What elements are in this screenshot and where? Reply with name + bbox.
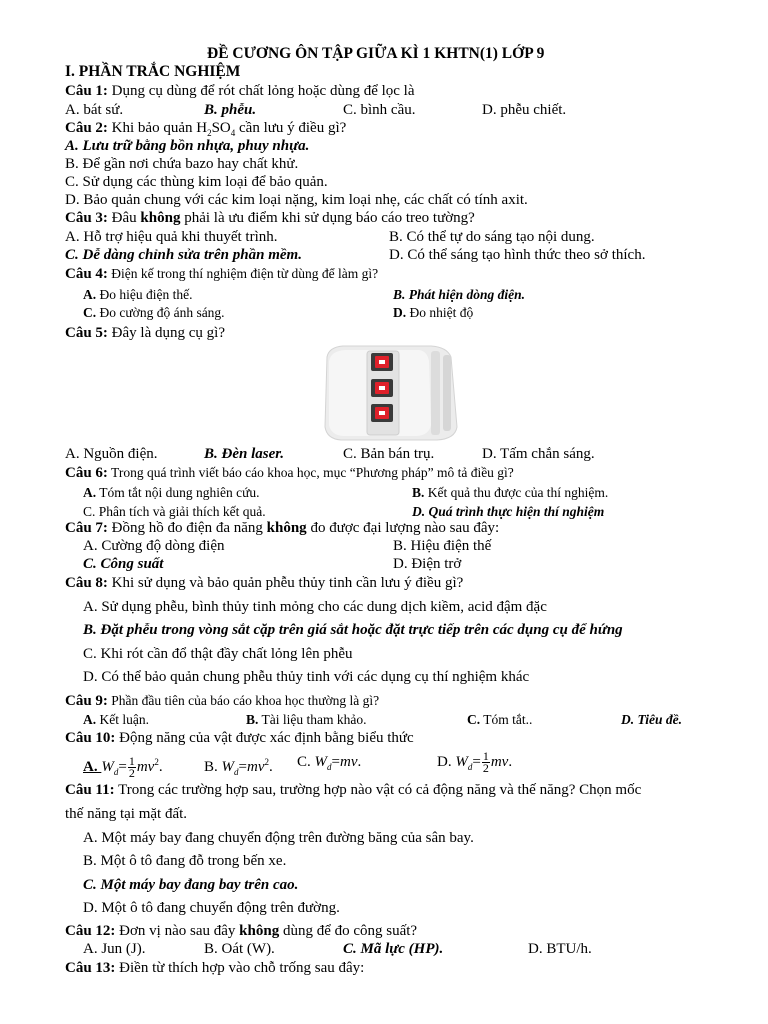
question-label: Câu 9: <box>65 693 108 709</box>
question-label: Câu 13: <box>65 960 116 976</box>
q6-option-c: C. Phân tích và giải thích kết quả. <box>83 504 266 519</box>
q11-option-b: B. Một ô tô đang đỗ trong bến xe. <box>83 853 287 869</box>
question-8 <box>65 575 463 592</box>
q10-option-a: A. $W_d=$ $\frac{1}{2}$ $mv^2$. <box>83 754 163 781</box>
red-switch-icon <box>371 404 393 422</box>
q5-option-b: B. Đèn laser. <box>204 446 285 462</box>
switch-box-image <box>319 341 464 444</box>
q12-option-b: B. Oát (W). <box>204 941 275 957</box>
q8-option-b: B. Đặt phễu trong vòng sắt cặp trên giá sắt hoặc đặt trực tiếp trên các dụng cụ để hứng <box>83 622 623 638</box>
page-title: ĐỀ CƯƠNG ÔN TẬP GIỮA KÌ 1 KHTN(1) LỚP 9 <box>207 45 545 62</box>
question-label: Câu 10: <box>65 730 116 746</box>
q10-option-d: D. $W_d=$ $\frac{1}{2}$ mv. <box>437 749 513 776</box>
question-text: SO <box>211 120 231 136</box>
question-text: Trong quá trình viết báo cáo khoa học, mục “Phương pháp” mô tả điều gì? <box>107 465 514 480</box>
question-text: dùng để đo công suất? <box>279 923 418 939</box>
question-text: Đơn vị nào sau đây <box>115 923 240 939</box>
q4-option-c: C. Đo cường độ ánh sáng. <box>83 305 225 320</box>
question-text: cần lưu ý điều gì? <box>235 120 347 136</box>
q8-option-d: D. Có thể bảo quản chung phễu thủy tinh với các dụng cụ thí nghiệm khác <box>83 669 530 685</box>
q3-option-b: B. Có thể tự do sáng tạo nội dung. <box>389 229 595 245</box>
q9-option-a: A. Kết luận. <box>83 712 149 727</box>
question-4 <box>65 265 378 283</box>
question-text: đo được đại lượng nào sau đây: <box>306 520 500 536</box>
q2-option-b: B. Để gần nơi chứa bazo hay chất khử. <box>65 156 299 172</box>
q10-option-c: C. $W_d=mv$. <box>297 754 362 772</box>
question-text: Dụng cụ dùng để rót chất lỏng hoặc dùng để lọc là <box>107 83 415 99</box>
keyword: không <box>239 923 280 939</box>
q6-option-b: B. Kết quả thu được của thí nghiệm. <box>412 485 609 500</box>
question-12 <box>65 923 417 940</box>
q7-option-c: C. Công suất <box>83 556 164 572</box>
q8-option-c: C. Khi rót cần đổ thật đầy chất lỏng lên phễu <box>83 646 353 662</box>
question-text: Điện kế trong thí nghiệm điện từ dùng để làm gì? <box>107 266 379 281</box>
q5-option-d: D. Tấm chắn sáng. <box>482 446 595 462</box>
q1-option-d: D. phễu chiết. <box>482 102 567 118</box>
question-label: Câu 3: <box>65 210 108 226</box>
question-label: Câu 6: <box>65 465 108 481</box>
q12-option-a: A. Jun (J). <box>83 941 146 957</box>
q7-option-d: D. Điện trở <box>393 556 462 572</box>
question-6 <box>65 464 514 482</box>
q9-option-c: C. Tóm tắt.. <box>467 712 533 727</box>
q9-option-d: D. Tiêu đề. <box>621 712 682 727</box>
q9-option-b: B. Tài liệu tham khảo. <box>246 712 367 727</box>
q5-option-a: A. Nguồn điện. <box>65 446 158 462</box>
q7-option-a: A. Cường độ dòng điện <box>83 538 225 554</box>
q6-option-d: D. Quá trình thực hiện thí nghiệm <box>412 504 605 519</box>
question-text: phải là ưu điểm khi sử dụng báo cáo treo tường? <box>180 210 475 226</box>
question-text: Đâu <box>107 210 141 226</box>
question-label: Câu 1: <box>65 83 108 99</box>
keyword: không <box>266 520 307 536</box>
question-label: Câu 7: <box>65 520 108 536</box>
q3-option-c: C. Dễ dàng chỉnh sửa trên phần mềm. <box>65 247 302 263</box>
question-label: Câu 2: <box>65 120 108 136</box>
q4-option-a: A. Đo hiệu điện thế. <box>83 287 193 302</box>
question-label: Câu 5: <box>65 325 108 341</box>
q2-option-a: A. Lưu trữ bằng bồn nhựa, phuy nhựa. <box>65 138 310 154</box>
subscript: 2 <box>207 128 212 138</box>
q11-option-d: D. Một ô tô đang chuyển động trên đường. <box>83 900 340 916</box>
q5-option-c: C. Bản bán trụ. <box>343 446 435 462</box>
question-1 <box>65 83 415 100</box>
question-11 <box>65 782 641 799</box>
question-3 <box>65 210 475 227</box>
q3-option-d: D. Có thể sáng tạo hình thức theo sở thích. <box>389 247 646 263</box>
question-label: Câu 8: <box>65 575 108 591</box>
q2-option-d: D. Bảo quản chung với các kim loại nặng, kim loại nhẹ, các chất có tính axit. <box>65 192 528 208</box>
question-11-cont: thế năng tại mặt đất. <box>65 806 188 822</box>
question-label: Câu 4: <box>65 266 108 282</box>
q6-option-a: A. Tóm tắt nội dung nghiên cứu. <box>83 485 260 500</box>
q7-option-b: B. Hiệu điện thế <box>393 538 492 554</box>
subscript: 4 <box>230 128 236 138</box>
question-text: Khi sử dụng và bảo quản phễu thủy tinh cần lưu ý điều gì? <box>107 575 464 591</box>
question-13 <box>65 960 364 977</box>
question-text: Trong các trường hợp sau, trường hợp nào vật có cả động năng và thế năng? Chọn mốc <box>114 782 642 798</box>
question-label: Câu 12: <box>65 923 116 939</box>
q4-option-d: D. Đo nhiệt độ <box>393 305 474 320</box>
red-switch-icon <box>371 353 393 371</box>
question-10 <box>65 730 414 747</box>
question-text: Điền từ thích hợp vào chỗ trống sau đây: <box>115 960 365 976</box>
q1-option-a: A. bát sứ. <box>65 102 124 118</box>
question-text: Khi bảo quản H <box>107 120 208 136</box>
keyword: không <box>140 210 181 226</box>
q10-option-b: B. $W_d=mv^2$. <box>204 757 273 777</box>
question-5 <box>65 325 225 342</box>
q8-option-a: A. Sử dụng phễu, bình thủy tinh mỏng cho các dung dịch kiềm, acid đậm đặc <box>83 599 547 615</box>
question-text: Động năng của vật được xác định bằng biểu thức <box>115 730 414 746</box>
question-label: Câu 11: <box>65 782 115 798</box>
question-text: Đây là dụng cụ gì? <box>107 325 225 341</box>
question-text: Phần đầu tiên của báo cáo khoa học thường là gì? <box>107 693 380 708</box>
q3-option-a: A. Hỗ trợ hiệu quả khi thuyết trình. <box>65 229 278 245</box>
q1-option-b: B. phễu. <box>204 102 257 118</box>
question-text: Đồng hồ đo điện đa năng <box>107 520 267 536</box>
section-heading: I. PHẦN TRẮC NGHIỆM <box>65 63 241 80</box>
q12-option-d: D. BTU/h. <box>528 941 592 957</box>
q12-option-c: C. Mã lực (HP). <box>343 941 444 957</box>
q11-option-a: A. Một máy bay đang chuyển động trên đường băng của sân bay. <box>83 830 474 846</box>
question-9 <box>65 692 379 710</box>
q11-option-c: C. Một máy bay đang bay trên cao. <box>83 877 299 893</box>
red-switch-icon <box>371 379 393 397</box>
q2-option-c: C. Sử dụng các thùng kim loại để bảo quản. <box>65 174 328 190</box>
q1-option-c: C. bình cầu. <box>343 102 416 118</box>
q4-option-b: B. Phát hiện dòng điện. <box>393 287 526 302</box>
question-7 <box>65 520 499 537</box>
